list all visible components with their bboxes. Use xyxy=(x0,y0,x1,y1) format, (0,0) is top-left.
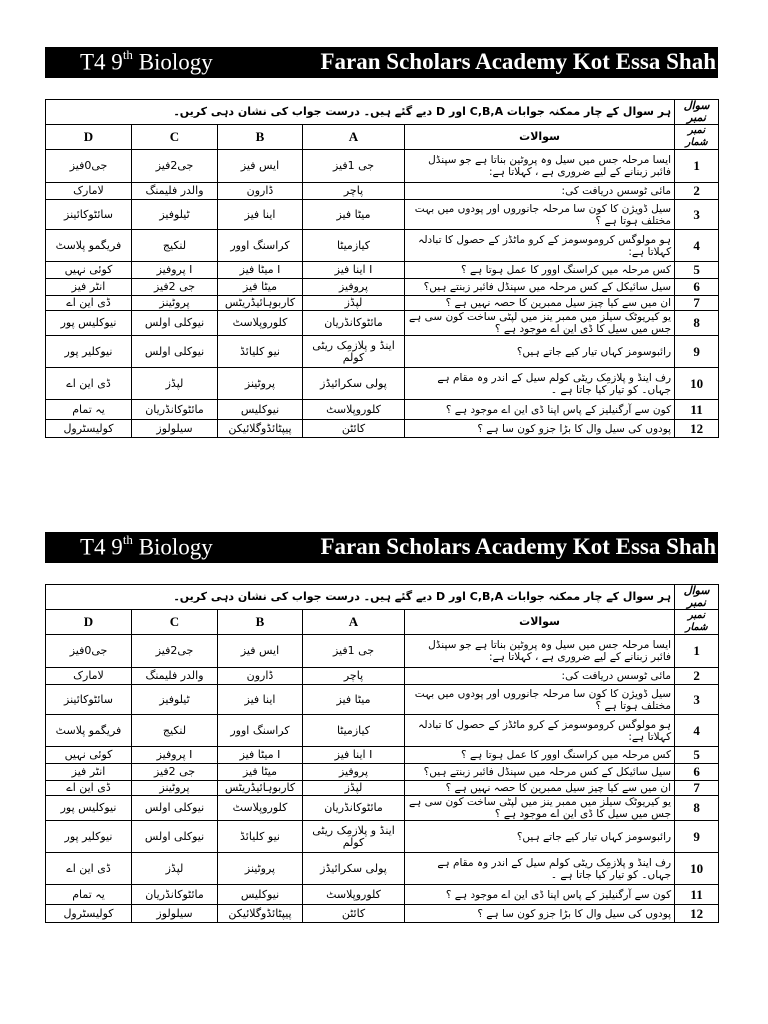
question-number: 11 xyxy=(675,885,719,905)
option-b: نیو کلیائڈ xyxy=(218,336,303,368)
question-row xyxy=(46,296,719,311)
column-b-header: B xyxy=(218,610,303,635)
question-row xyxy=(46,311,719,336)
question-number: 5 xyxy=(675,747,719,764)
option-b: میٹا فیز xyxy=(218,279,303,296)
option-d: کوئی نہیں xyxy=(46,262,132,279)
question-text: کس مرحلہ میں کراسنگ اوور کا عمل ہوتا ہے ؟ xyxy=(405,262,675,279)
option-d: کولیسٹرول xyxy=(46,905,132,923)
option-b: کاربوہائیڈریٹس xyxy=(218,296,303,311)
option-c: والدر فلیمنگ xyxy=(132,183,218,200)
question-row xyxy=(46,747,719,764)
question-text: پودوں کی سیل وال کا بڑا جزو کون سا ہے ؟ xyxy=(405,905,675,923)
option-a: لپڈز xyxy=(303,781,405,796)
column-d-header: D xyxy=(46,610,132,635)
option-a: کلوروپلاسٹ xyxy=(303,885,405,905)
question-text: یو کیریوٹک سیلز میں ممبر ینز میں لپٹی ساخت کون سی ہے جس میں سیل کا ڈی این اے موجود ہے ؟ xyxy=(405,796,675,821)
question-text: رائبوسومز کہاں تیار کیے جاتے ہیں؟ xyxy=(405,336,675,368)
option-d: جی0فیز xyxy=(46,150,132,183)
option-b: پیپٹائڈوگلائیکن xyxy=(218,420,303,438)
option-a: پولی سکرائیڈز xyxy=(303,368,405,400)
question-number: 8 xyxy=(675,796,719,821)
question-row xyxy=(46,821,719,853)
option-a: اینڈ و پلازمِک ریٹی کولم xyxy=(303,821,405,853)
question-number: 8 xyxy=(675,311,719,336)
option-a: پروفیز xyxy=(303,279,405,296)
option-c: مائٹوکانڈریان xyxy=(132,400,218,420)
option-c: لنکیج xyxy=(132,715,218,747)
option-b: اینا فیز xyxy=(218,200,303,230)
question-text: ہو مولوگس کروموسومز کے کرو ماٹڈز کے حصول کا تبادلہ کہلاتا ہے: xyxy=(405,230,675,262)
option-c: جی 2فیز xyxy=(132,764,218,781)
option-a: میٹا فیز xyxy=(303,685,405,715)
option-c: مائٹوکانڈریان xyxy=(132,885,218,905)
option-c: جی 2فیز xyxy=(132,279,218,296)
question-paper-bottom xyxy=(45,532,718,921)
option-b: کراسنگ اوور xyxy=(218,715,303,747)
question-number: 1 xyxy=(675,150,719,183)
option-a: میٹا فیز xyxy=(303,200,405,230)
question-number-label: سوال نمبر xyxy=(675,100,719,125)
question-number: 9 xyxy=(675,821,719,853)
option-a: پولی سکرائیڈز xyxy=(303,853,405,885)
option-b: ڈارون xyxy=(218,183,303,200)
option-a: پروفیز xyxy=(303,764,405,781)
mcq-table xyxy=(45,99,719,438)
option-b: میٹا فیز xyxy=(218,764,303,781)
question-number: 3 xyxy=(675,685,719,715)
question-row xyxy=(46,336,719,368)
option-c: ٹیلوفیز xyxy=(132,200,218,230)
option-d: کوئی نہیں xyxy=(46,747,132,764)
option-b: کراسنگ اوور xyxy=(218,230,303,262)
question-row xyxy=(46,796,719,821)
option-c: پروفیز I xyxy=(132,262,218,279)
instructions: ہر سوال کے چار ممکنہ جوابات C,B,A اور D دیے گئے ہیں۔ درست جواب کی نشان دہی کریں۔ xyxy=(46,100,675,125)
question-text: رائبوسومز کہاں تیار کیے جاتے ہیں؟ xyxy=(405,821,675,853)
option-a: کیازمیٹا xyxy=(303,715,405,747)
question-row xyxy=(46,685,719,715)
question-paper-top xyxy=(45,47,718,436)
option-d: ڈی این اے xyxy=(46,296,132,311)
serial-number-header: نمبر شمار xyxy=(675,610,719,635)
question-row xyxy=(46,715,719,747)
option-d: سائٹوکائینز xyxy=(46,200,132,230)
option-d: کولیسٹرول xyxy=(46,420,132,438)
option-a: مائٹوکانڈریان xyxy=(303,311,405,336)
option-d: یہ تمام xyxy=(46,400,132,420)
option-d: نیوکلیس پور xyxy=(46,311,132,336)
question-number: 6 xyxy=(675,279,719,296)
option-b: کلوروپلاسٹ xyxy=(218,796,303,821)
question-row xyxy=(46,781,719,796)
paper-code: T4 9th Biology xyxy=(80,47,213,75)
option-c: ٹیلوفیز xyxy=(132,685,218,715)
option-a: کائٹن xyxy=(303,420,405,438)
question-text: سیل ڈویژن کا کون سا مرحلہ جانوروں اور پودوں میں بہت مختلف ہوتا ہے ؟ xyxy=(405,685,675,715)
option-a: کیازمیٹا xyxy=(303,230,405,262)
option-d: فریگمو پلاسٹ xyxy=(46,715,132,747)
option-d: ڈی این اے xyxy=(46,853,132,885)
question-text: سیل سائیکل کے کس مرحلہ میں سپنڈل فائبر زبنتے ہیں؟ xyxy=(405,279,675,296)
option-c: جی2فیز xyxy=(132,150,218,183)
question-row xyxy=(46,420,719,438)
option-a: کائٹن xyxy=(303,905,405,923)
question-row xyxy=(46,200,719,230)
serial-number-header: نمبر شمار xyxy=(675,125,719,150)
question-number: 10 xyxy=(675,368,719,400)
option-a: لپڈز xyxy=(303,296,405,311)
question-number: 3 xyxy=(675,200,719,230)
option-a: پاچر xyxy=(303,668,405,685)
option-a: جی 1فیز xyxy=(303,150,405,183)
mcq-table xyxy=(45,584,719,923)
question-row xyxy=(46,853,719,885)
question-text: رف اینڈ و پلازمِک ریٹی کولم سیل کے اندر وہ مقام ہے جہاں۔ کو تیار کیا جاتا ہے ۔ xyxy=(405,368,675,400)
option-b: نیوکلیس xyxy=(218,885,303,905)
instructions: ہر سوال کے چار ممکنہ جوابات C,B,A اور D دیے گئے ہیں۔ درست جواب کی نشان دہی کریں۔ xyxy=(46,585,675,610)
paper-code: T4 9th Biology xyxy=(80,532,213,560)
column-c-header: C xyxy=(132,610,218,635)
option-d: یہ تمام xyxy=(46,885,132,905)
question-row xyxy=(46,262,719,279)
option-b: نیو کلیائڈ xyxy=(218,821,303,853)
question-number: 1 xyxy=(675,635,719,668)
question-text: رف اینڈ و پلازمِک ریٹی کولم سیل کے اندر وہ مقام ہے جہاں۔ کو تیار کیا جاتا ہے ۔ xyxy=(405,853,675,885)
option-d: نیوکلیر پور xyxy=(46,821,132,853)
question-number: 4 xyxy=(675,230,719,262)
question-row xyxy=(46,668,719,685)
option-c: والدر فلیمنگ xyxy=(132,668,218,685)
question-row xyxy=(46,764,719,781)
question-number: 5 xyxy=(675,262,719,279)
option-c: سیلولوز xyxy=(132,905,218,923)
column-b-header: B xyxy=(218,125,303,150)
option-b: ایس فیز xyxy=(218,150,303,183)
question-text: سیل سائیکل کے کس مرحلہ میں سپنڈل فائبر زبنتے ہیں؟ xyxy=(405,764,675,781)
option-b: ایس فیز xyxy=(218,635,303,668)
question-text: ان میں سے کیا چیز سیل ممبرین کا حصہ نہیں ہے ؟ xyxy=(405,781,675,796)
column-a-header: A xyxy=(303,125,405,150)
option-a: اینا فیز I xyxy=(303,747,405,764)
questions-header: سوالات xyxy=(405,610,675,635)
question-number: 12 xyxy=(675,905,719,923)
option-c: پروٹینز xyxy=(132,296,218,311)
question-number-label: سوال نمبر xyxy=(675,585,719,610)
question-text: ان میں سے کیا چیز سیل ممبرین کا حصہ نہیں ہے ؟ xyxy=(405,296,675,311)
option-c: لنکیج xyxy=(132,230,218,262)
question-number: 4 xyxy=(675,715,719,747)
question-number: 6 xyxy=(675,764,719,781)
option-a: پاچر xyxy=(303,183,405,200)
option-b: میٹا فیز I xyxy=(218,262,303,279)
option-d: ڈی این اے xyxy=(46,781,132,796)
column-a-header: A xyxy=(303,610,405,635)
question-text: کون سے آرگنیلیز کے پاس اپنا ڈی این اے موجود ہے ؟ xyxy=(405,885,675,905)
option-b: پروٹینز xyxy=(218,853,303,885)
option-c: جی2فیز xyxy=(132,635,218,668)
option-d: جی0فیز xyxy=(46,635,132,668)
option-d: لامارک xyxy=(46,668,132,685)
question-number: 2 xyxy=(675,183,719,200)
question-text: یو کیریوٹک سیلز میں ممبر ینز میں لپٹی ساخت کون سی ہے جس میں سیل کا ڈی این اے موجود ہے ؟ xyxy=(405,311,675,336)
option-b: کلوروپلاسٹ xyxy=(218,311,303,336)
option-d: نیوکلیر پور xyxy=(46,336,132,368)
option-b: ڈارون xyxy=(218,668,303,685)
option-d: ڈی این اے xyxy=(46,368,132,400)
option-d: سائٹوکائینز xyxy=(46,685,132,715)
question-row xyxy=(46,150,719,183)
option-c: نیوکلی اولس xyxy=(132,821,218,853)
question-text: ایسا مرحلہ جس میں سیل وہ پروٹین بناتا ہے جو سپنڈل فائبر زبنانے کے لیے ضروری ہے ، کہلاتا ہے: xyxy=(405,150,675,183)
option-c: نیوکلی اولس xyxy=(132,336,218,368)
column-d-header: D xyxy=(46,125,132,150)
paper-header-banner xyxy=(45,47,718,78)
question-number: 2 xyxy=(675,668,719,685)
option-b: اینا فیز xyxy=(218,685,303,715)
question-row xyxy=(46,183,719,200)
option-a: اینا فیز I xyxy=(303,262,405,279)
question-text: مائی ٹوسس دریافت کی: xyxy=(405,668,675,685)
academy-name: Faran Scholars Academy Kot Essa Shah xyxy=(320,534,716,559)
option-d: نیوکلیس پور xyxy=(46,796,132,821)
question-text: ایسا مرحلہ جس میں سیل وہ پروٹین بناتا ہے جو سپنڈل فائبر زبنانے کے لیے ضروری ہے ، کہلاتا ہے: xyxy=(405,635,675,668)
option-b: پروٹینز xyxy=(218,368,303,400)
option-c: لپڈز xyxy=(132,368,218,400)
question-text: ہو مولوگس کروموسومز کے کرو ماٹڈز کے حصول کا تبادلہ کہلاتا ہے: xyxy=(405,715,675,747)
questions-header: سوالات xyxy=(405,125,675,150)
question-number: 7 xyxy=(675,781,719,796)
column-c-header: C xyxy=(132,125,218,150)
question-row xyxy=(46,230,719,262)
option-d: لامارک xyxy=(46,183,132,200)
question-text: کس مرحلہ میں کراسنگ اوور کا عمل ہوتا ہے ؟ xyxy=(405,747,675,764)
academy-name: Faran Scholars Academy Kot Essa Shah xyxy=(320,49,716,74)
option-c: سیلولوز xyxy=(132,420,218,438)
option-a: اینڈ و پلازمِک ریٹی کولم xyxy=(303,336,405,368)
option-a: کلوروپلاسٹ xyxy=(303,400,405,420)
option-c: پروٹینز xyxy=(132,781,218,796)
option-d: فریگمو پلاسٹ xyxy=(46,230,132,262)
paper-header-banner xyxy=(45,532,718,563)
question-row xyxy=(46,635,719,668)
option-b: پیپٹائڈوگلائیکن xyxy=(218,905,303,923)
question-number: 10 xyxy=(675,853,719,885)
option-c: پروفیز I xyxy=(132,747,218,764)
question-text: مائی ٹوسس دریافت کی: xyxy=(405,183,675,200)
option-d: انٹر فیز xyxy=(46,764,132,781)
question-text: پودوں کی سیل وال کا بڑا جزو کون سا ہے ؟ xyxy=(405,420,675,438)
question-row xyxy=(46,368,719,400)
option-c: لپڈز xyxy=(132,853,218,885)
option-a: مائٹوکانڈریان xyxy=(303,796,405,821)
option-c: نیوکلی اولس xyxy=(132,311,218,336)
question-row xyxy=(46,905,719,923)
question-row xyxy=(46,400,719,420)
option-b: میٹا فیز I xyxy=(218,747,303,764)
question-number: 7 xyxy=(675,296,719,311)
option-b: نیوکلیس xyxy=(218,400,303,420)
option-c: نیوکلی اولس xyxy=(132,796,218,821)
question-row xyxy=(46,279,719,296)
question-row xyxy=(46,885,719,905)
option-a: جی 1فیز xyxy=(303,635,405,668)
question-text: کون سے آرگنیلیز کے پاس اپنا ڈی این اے موجود ہے ؟ xyxy=(405,400,675,420)
question-number: 11 xyxy=(675,400,719,420)
option-d: انٹر فیز xyxy=(46,279,132,296)
option-b: کاربوہائیڈریٹس xyxy=(218,781,303,796)
question-text: سیل ڈویژن کا کون سا مرحلہ جانوروں اور پودوں میں بہت مختلف ہوتا ہے ؟ xyxy=(405,200,675,230)
question-number: 9 xyxy=(675,336,719,368)
question-number: 12 xyxy=(675,420,719,438)
